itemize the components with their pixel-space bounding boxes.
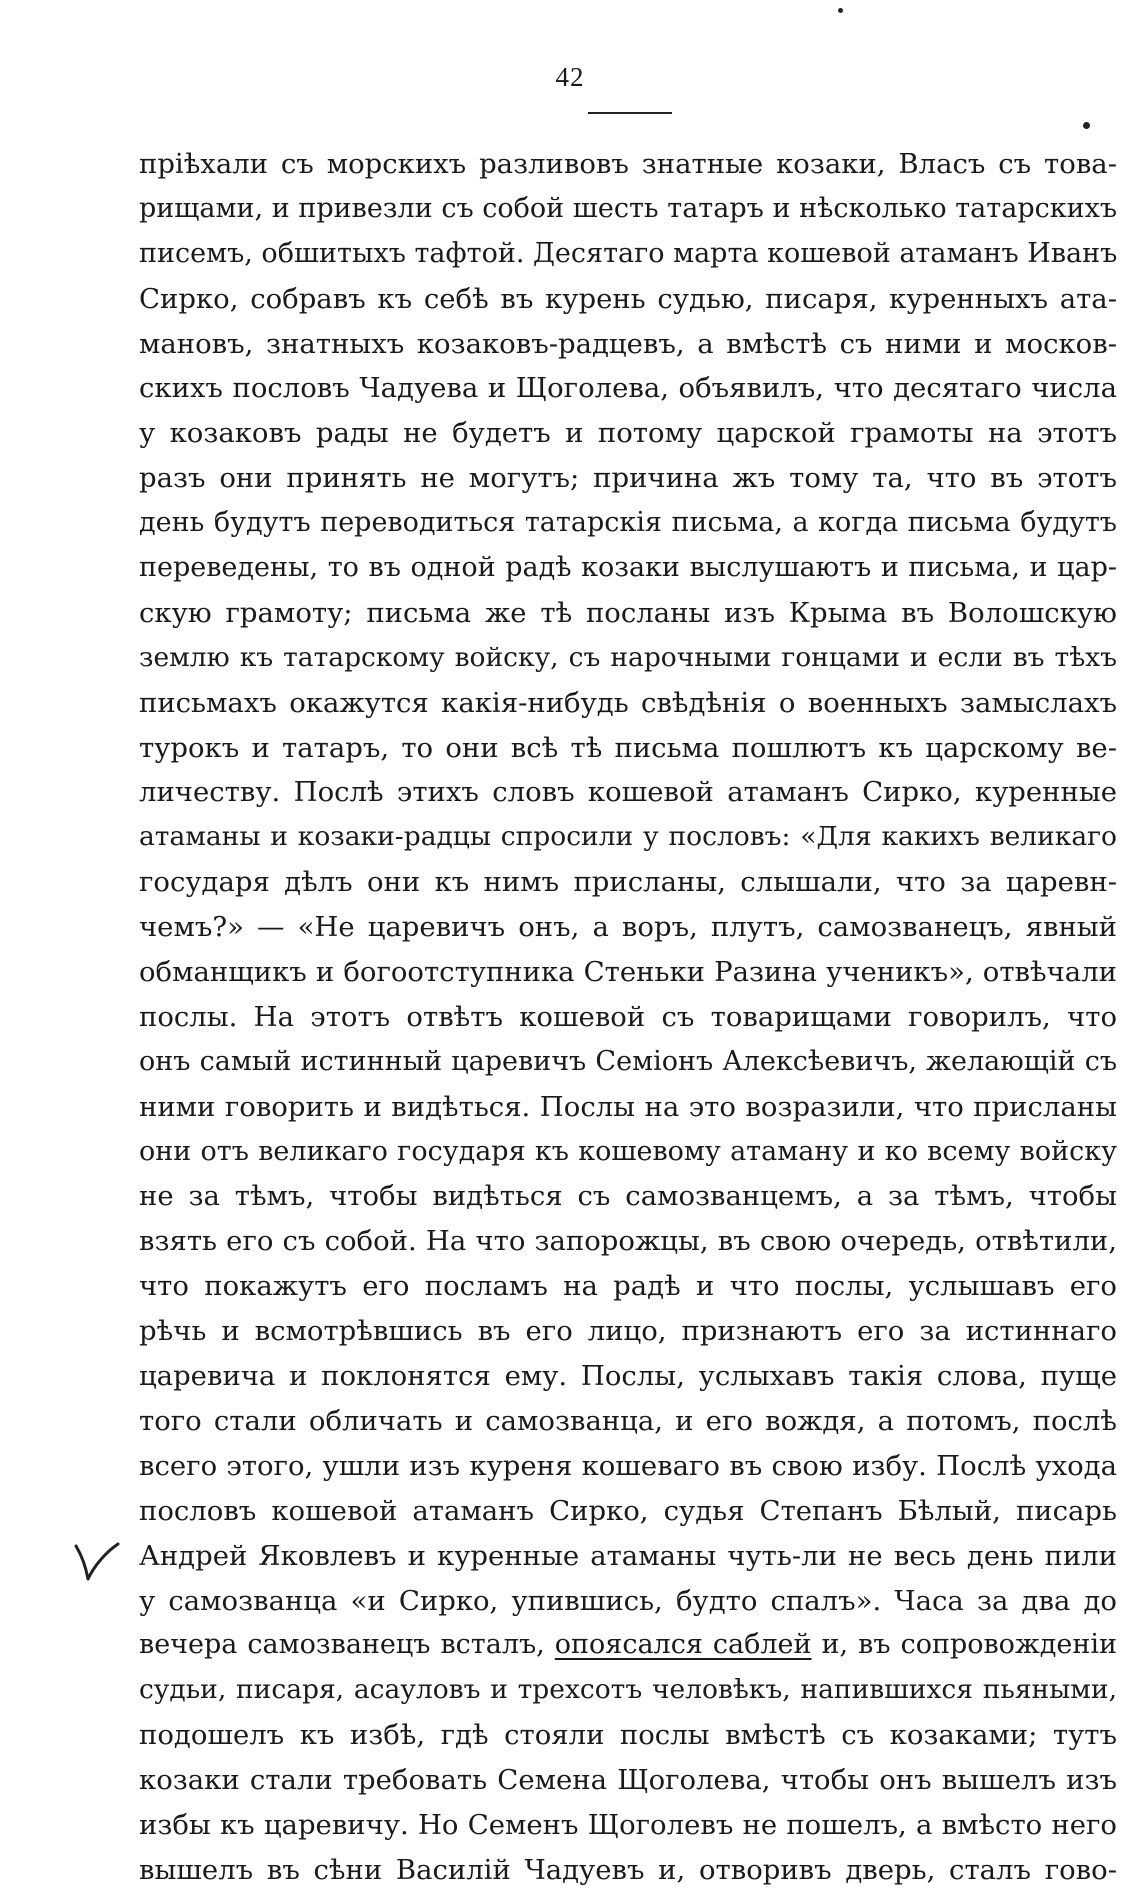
text-line: они отъ великаго государя къ кошевому атаману и ко всему войску: [139, 1135, 1117, 1167]
margin-check-mark-icon: [74, 1542, 120, 1582]
text-line: рищами, и привезли съ собой шесть татаръ и нѣсколько татарскихъ: [139, 192, 1117, 224]
text-line: пріѣхали съ морскихъ разливовъ знатные козаки, Власъ съ това-: [139, 148, 1117, 180]
text-line: личеству. Послѣ этихъ словъ кошевой атаманъ Сирко, куренные: [139, 776, 1117, 809]
text-line: скихъ пословъ Чадуева и Щоголева, объявилъ, что десятаго числа: [139, 372, 1117, 405]
text-line: ними говорить и видѣться. Послы на это возразили, что присланы: [139, 1090, 1117, 1123]
text-fragment: и, въ сопровожденіи: [811, 1629, 1117, 1661]
text-line: обманщикъ и богоотступника Стеньки Разина ученикъ», отвѣчали: [139, 956, 1117, 989]
text-line: онъ самый истинный царевичъ Семіонъ Алексѣевичъ, желающій съ: [139, 1045, 1117, 1077]
text-line: письмахъ окажутся какія-нибудь свѣдѣнія о военныхъ замыслахъ: [139, 686, 1117, 719]
text-line: писемъ, обшитыхъ тафтой. Десятаго марта кошевой атаманъ Иванъ: [139, 237, 1117, 269]
text-line: судьи, писаря, асауловъ и трехсотъ человѣкъ, напившихся пьяными,: [139, 1674, 1117, 1706]
text-line: разъ они принять не могутъ; причина жъ тому та, что въ этотъ: [139, 462, 1117, 495]
text-line: того стали обличать и самозванца, и его вождя, а потомъ, послѣ: [139, 1404, 1117, 1437]
ink-speck: [1083, 122, 1090, 129]
text-line: козаки стали требовать Семена Щоголева, чтобы онъ вышелъ изъ: [139, 1764, 1117, 1797]
text-line: Сирко, собравъ къ себѣ въ курень судью, писаря, куренныхъ ата-: [139, 282, 1117, 315]
text-line: Андрей Яковлевъ и куренные атаманы чуть-ли не весь день пили: [139, 1539, 1117, 1572]
text-line: что покажутъ его посламъ на радѣ и что послы, услышавъ его: [139, 1270, 1117, 1303]
text-line: всего этого, ушли изъ куреня кошеваго въ свою избу. Послѣ ухода: [139, 1449, 1117, 1482]
text-line: рѣчь и всмотрѣвшись въ его лицо, признаютъ его за истиннаго: [139, 1315, 1117, 1348]
text-line-underlined: [139, 1623, 1117, 1668]
page-number: 42: [555, 62, 585, 92]
text-line: турокъ и татаръ, то они всѣ тѣ письма пошлютъ къ царскому ве-: [139, 731, 1117, 764]
ink-speck: [838, 8, 843, 13]
text-line: государя дѣлъ они къ нимъ присланы, слышали, что за царевн-: [139, 866, 1117, 899]
text-line: мановъ, знатныхъ козаковъ-радцевъ, а вмѣстѣ съ ними и москов-: [139, 327, 1117, 360]
text-fragment: вечера самозванецъ всталъ,: [139, 1629, 555, 1661]
text-line: не за тѣмъ, чтобы видѣться съ самозванцемъ, а за тѣмъ, чтобы: [139, 1180, 1117, 1213]
text-line: атаманы и козаки-радцы спросили у пословъ: «Для какихъ великаго: [139, 821, 1117, 853]
underlined-phrase: опоясался саблей: [554, 1629, 812, 1661]
text-line: у самозванца «и Сирко, упившись, будто спалъ». Часа за два до: [139, 1584, 1117, 1617]
text-line: царевича и поклонятся ему. Послы, услыхавъ такія слова, пуще: [139, 1360, 1117, 1393]
page-number-rule: [588, 112, 672, 114]
text-line: взять его съ собой. На что запорожцы, въ свою очередь, отвѣтили,: [139, 1225, 1117, 1258]
text-line: чемъ?» — «Не царевичъ онъ, а воръ, плутъ, самозванецъ, явный: [139, 911, 1117, 944]
text-line: послы. На этотъ отвѣтъ кошевой съ товарищами говорилъ, что: [139, 1000, 1117, 1033]
body-text: [139, 142, 1117, 1893]
text-line: подошелъ къ избѣ, гдѣ стояли послы вмѣстѣ съ козаками; тутъ: [139, 1719, 1117, 1752]
text-line: землю къ татарскому войску, съ нарочными гонцами и если въ тѣхъ: [139, 641, 1117, 673]
text-line: переведены, то въ одной радѣ козаки выслушаютъ и письма, и цар-: [139, 552, 1117, 584]
text-line: вышелъ въ сѣни Василій Чадуевъ и, отворивъ дверь, сталъ гово-: [139, 1853, 1117, 1886]
text-line: день будутъ переводиться татарскія письма, а когда письма будутъ: [139, 507, 1117, 539]
text-line: избы къ царевичу. Но Семенъ Щоголевъ не пошелъ, а вмѣсто него: [139, 1808, 1117, 1841]
text-line: у козаковъ рады не будетъ и потому царской грамоты на этотъ: [139, 417, 1117, 450]
text-line: пословъ кошевой атаманъ Сирко, судья Степанъ Бѣлый, писарь: [139, 1494, 1117, 1527]
text-line: скую грамоту; письма же тѣ посланы изъ Крыма въ Волошскую: [139, 596, 1117, 629]
